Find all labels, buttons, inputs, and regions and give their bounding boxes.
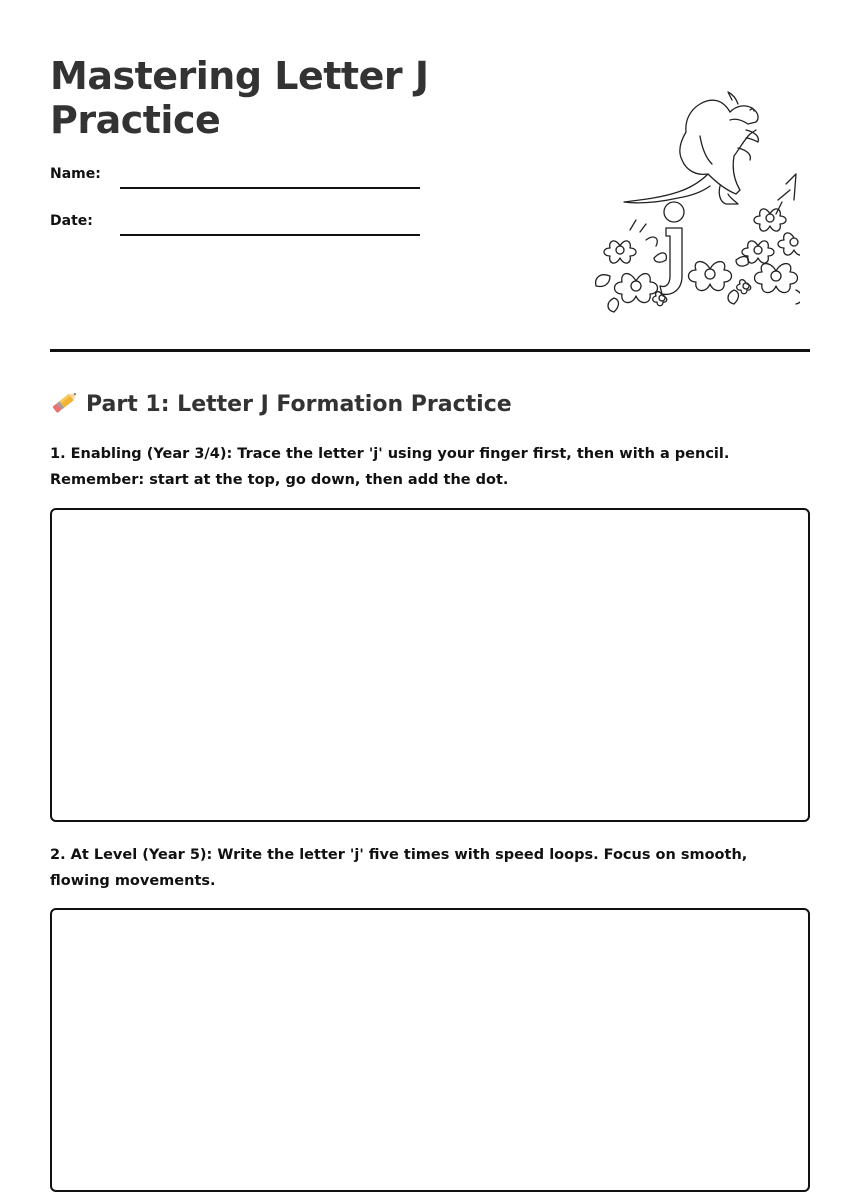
date-line[interactable] [120,234,420,236]
question-2-answer-box[interactable] [50,908,810,1192]
part1-title [50,388,512,421]
kangaroo-letter-j-flowers-icon [550,90,800,315]
name-field[interactable] [50,164,420,190]
kangaroo-icon [624,92,758,204]
question-1-text: 1. Enabling (Year 3/4): Trace the letter 'j' using your finger first, then with a pencil. Remember: start at the top, go down, then add the dot. [50,446,730,488]
flowers-left-icon [596,220,667,312]
flowers-right-icon [689,174,801,304]
worksheet-header [50,0,810,352]
date-field[interactable] [50,211,420,237]
name-line[interactable] [120,187,420,189]
date-label: Date: [50,213,93,229]
page-title: Mastering Letter J Practice [50,54,429,142]
part1-title-text: Part 1: Letter J Formation Practice [86,392,512,417]
question-1-answer-box[interactable] [50,508,810,822]
worksheet-page [50,0,810,1161]
pencil-icon [50,388,80,416]
header-divider [50,349,810,352]
name-label: Name: [50,166,101,182]
letter-j-icon [660,202,684,294]
question-2-text: 2. At Level (Year 5): Write the letter 'j' five times with speed loops. Focus on smooth, flowing movements. [50,847,748,889]
